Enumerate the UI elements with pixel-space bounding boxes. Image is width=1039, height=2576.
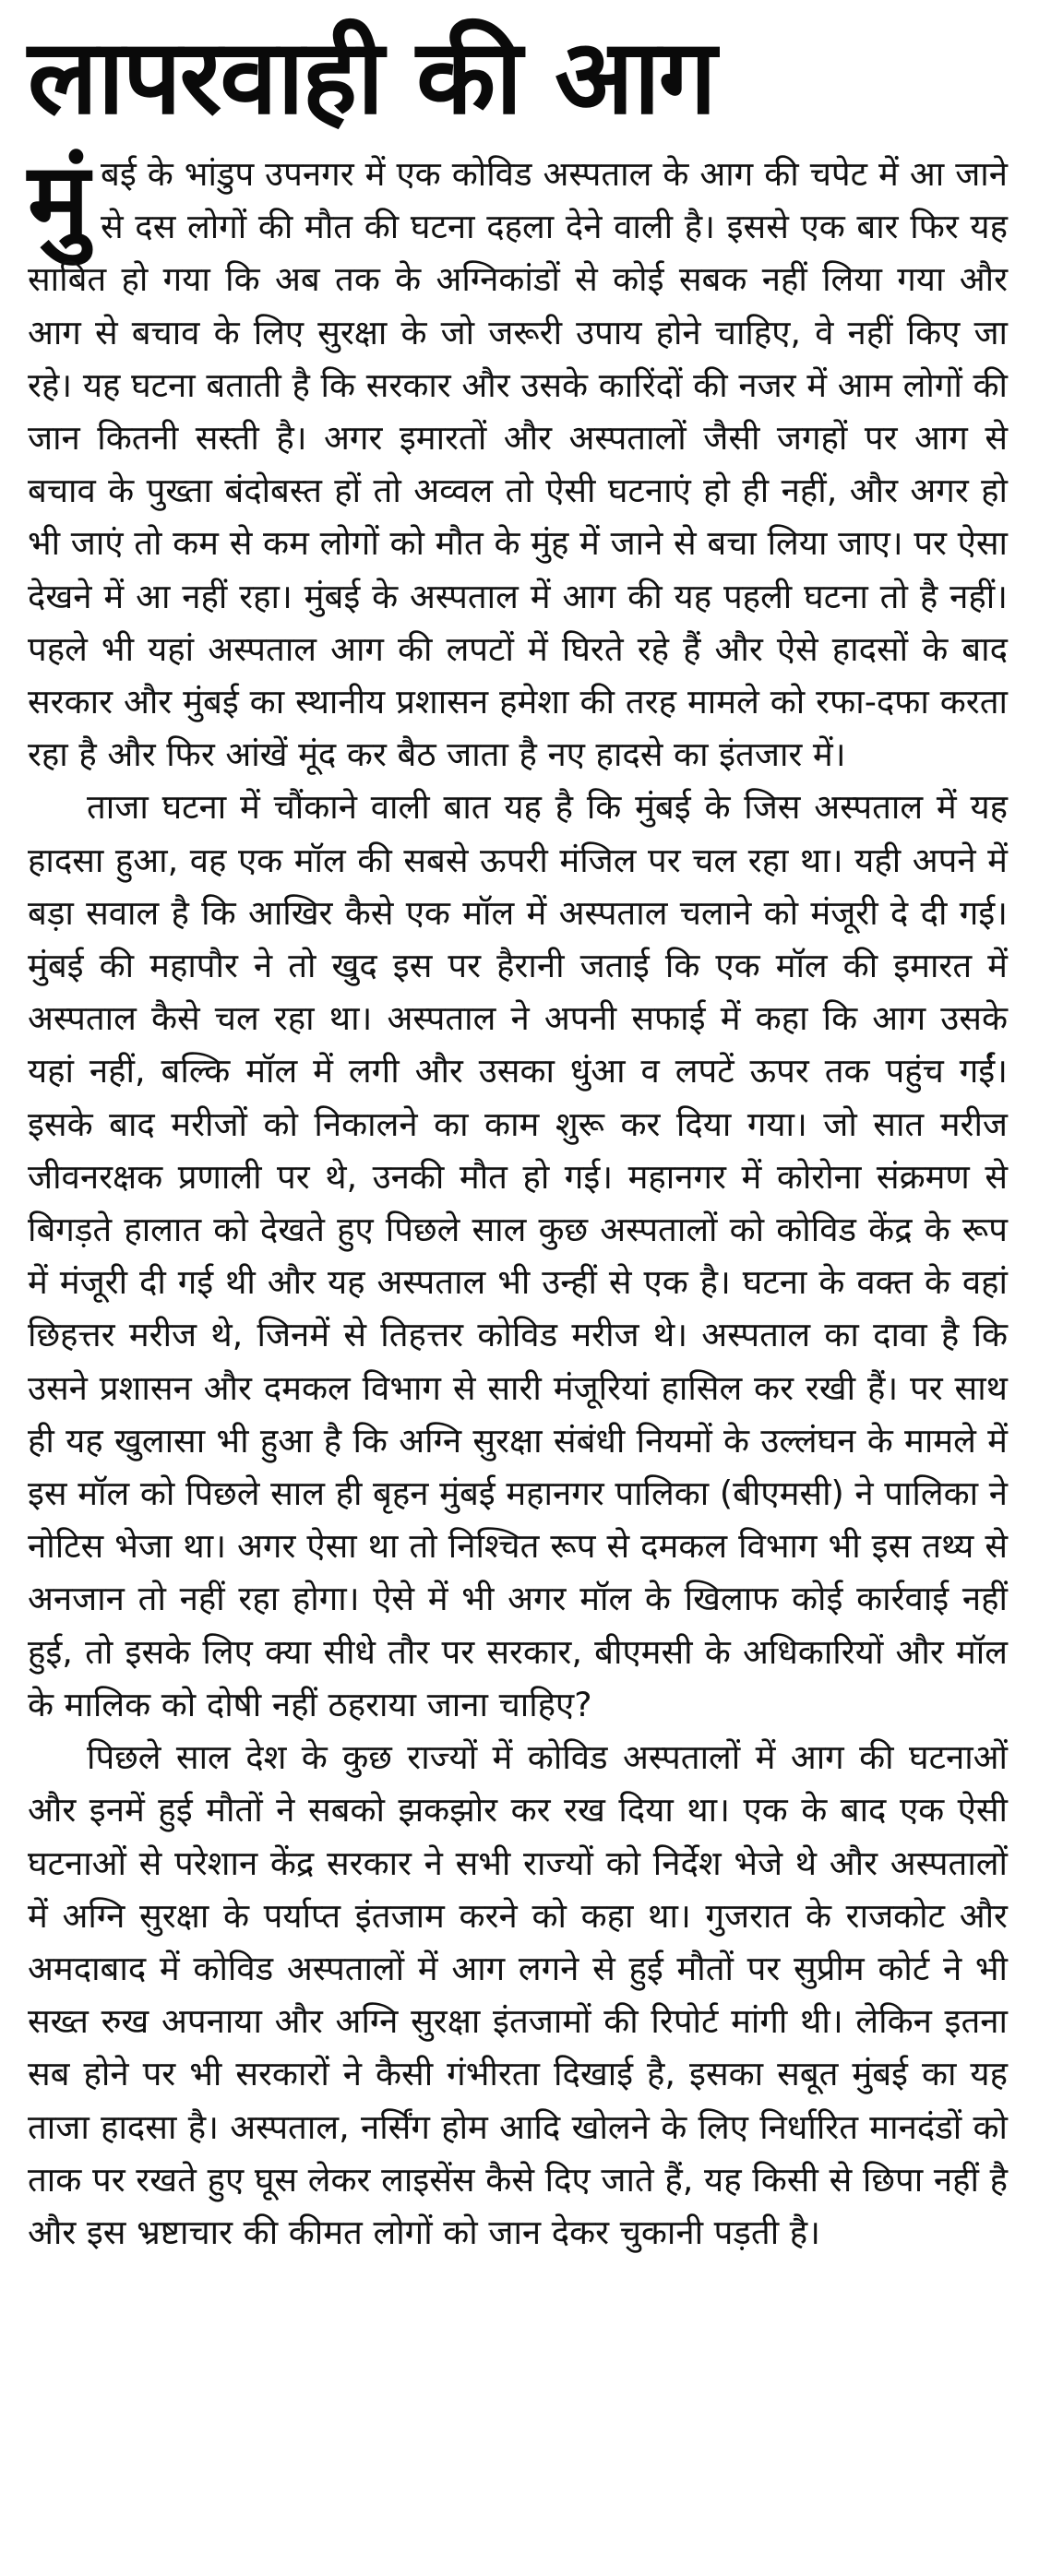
paragraph-3: पिछले साल देश के कुछ राज्यों में कोविड अस्पतालों में आग की घटनाओं और इनमें हुई मौतों ने सबको झकझोर कर रख दिया था। एक के बाद एक ऐसी घटनाओं से परेशान केंद्र सरकार ने सभी राज्यों को निर्देश भेजे थे और अस्पतालों में अग्नि सुरक्षा के पर्याप्त इंतजाम करने को कहा था। गुजरात के राजकोट और अमदाबाद में कोविड अस्पतालों में आग लगने से हुई मौतों पर सुप्रीम कोर्ट ने भी सख्त रुख अपनाया और अग्नि सुरक्षा इंतजामों की रिपोर्ट मांगी थी। लेकिन इतना सब होने पर भी सरकारों ने कैसी गंभीरता दिखाई है, इसका सबूत मुंबई का यह ताजा हादसा है। अस्पताल, नर्सिंग होम आदि खोलने के लिए निर्धारित मानदंडों को ताक पर रखते हुए घूस लेकर लाइसेंस कैसे दिए जाते हैं, यह किसी से छिपा नहीं है और इस भ्रष्टाचार की कीमत लोगों को जान देकर चुकानी पड़ती है। <box>28 1737 1008 2252</box>
article-body <box>28 141 1008 2259</box>
paragraph-2: ताजा घटना में चौंकाने वाली बात यह है कि मुंबई के जिस अस्पताल में यह हादसा हुआ, वह एक मॉल की सबसे ऊपरी मंजिल पर चल रहा था। यही अपने में बड़ा सवाल है कि आखिर कैसे एक मॉल में अस्पताल चलाने को मंजूरी दे दी गई। मुंबई की महापौर ने तो खुद इस पर हैरानी जताई कि एक मॉल की इमारत में अस्पताल कैसे चल रहा था। अस्पताल ने अपनी सफाई में कहा कि आग उसके यहां नहीं, बल्कि मॉल में लगी और उसका धुंआ व लपटें ऊपर तक पहुंच गईं। इसके बाद मरीजों को निकालने का काम शुरू कर दिया गया। जो सात मरीज जीवनरक्षक प्रणाली पर थे, उनकी मौत हो गई। महानगर में कोरोना संक्रमण से बिगड़ते हालात को देखते हुए पिछले साल कुछ अस्पतालों को कोविड केंद्र के रूप में मंजूरी दी गई थी और यह अस्पताल भी उन्हीं से एक है। घटना के वक्त के वहां छिहत्तर मरीज थे, जिनमें से तिहत्तर कोविड मरीज थे। अस्पताल का दावा है कि उसने प्रशासन और दमकल विभाग से सारी मंजूरियां हासिल कर रखी हैं। पर साथ ही यह खुलासा भी हुआ है कि अग्नि सुरक्षा संबंधी नियमों के उल्लंघन के मामले में इस मॉल को पिछले साल ही बृहन मुंबई महानगर पालिका (बीएमसी) ने पालिका ने नोटिस भेजा था। अगर ऐसा था तो निश्चित रूप से दमकल विभाग भी इस तथ्य से अनजान तो नहीं रहा होगा। ऐसे में भी अगर मॉल के खिलाफ कोई कार्रवाई नहीं हुई, तो इसके लिए क्या सीधे तौर पर सरकार, बीएमसी के अधिकारियों और मॉल के मालिक को दोषी नहीं ठहराया जाना चाहिए? <box>28 787 1008 1724</box>
drop-cap: मुं <box>28 141 90 261</box>
paragraph-1 <box>28 141 1008 781</box>
paragraph-1-text: बई के भांडुप उपनगर में एक कोविड अस्पताल के आग की चपेट में आ जाने से दस लोगों की मौत की घटना दहला देने वाली है। इससे एक बार फिर यह साबित हो गया कि अब तक के अग्निकांडों से कोई सबक नहीं लिया गया और आग से बचाव के लिए सुरक्षा के जो जरूरी उपाय होने चाहिए, वे नहीं किए जा रहे। यह घटना बताती है कि सरकार और उसके कारिंदों की नजर में आम लोगों की जान कितनी सस्ती है। अगर इमारतों और अस्पतालों जैसी जगहों पर आग से बचाव के पुख्ता बंदोबस्त हों तो अव्वल तो ऐसी घटनाएं हो ही नहीं, और अगर हो भी जाएं तो कम से कम लोगों को मौत के मुंह में जाने से बचा लिया जाए। पर ऐसा देखने में आ नहीं रहा। मुंबई के अस्पताल में आग की यह पहली घटना तो है नहीं। पहले भी यहां अस्पताल आग की लपटों में घिरते रहे हैं और ऐसे हादसों के बाद सरकार और मुंबई का स्थानीय प्रशासन हमेशा की तरह मामले को रफा-दफा करता रहा है और फिर आंखें मूंद कर बैठ जाता है नए हादसे का इंतजार में। <box>28 154 1008 775</box>
headline: लापरवाही की आग <box>28 18 715 137</box>
